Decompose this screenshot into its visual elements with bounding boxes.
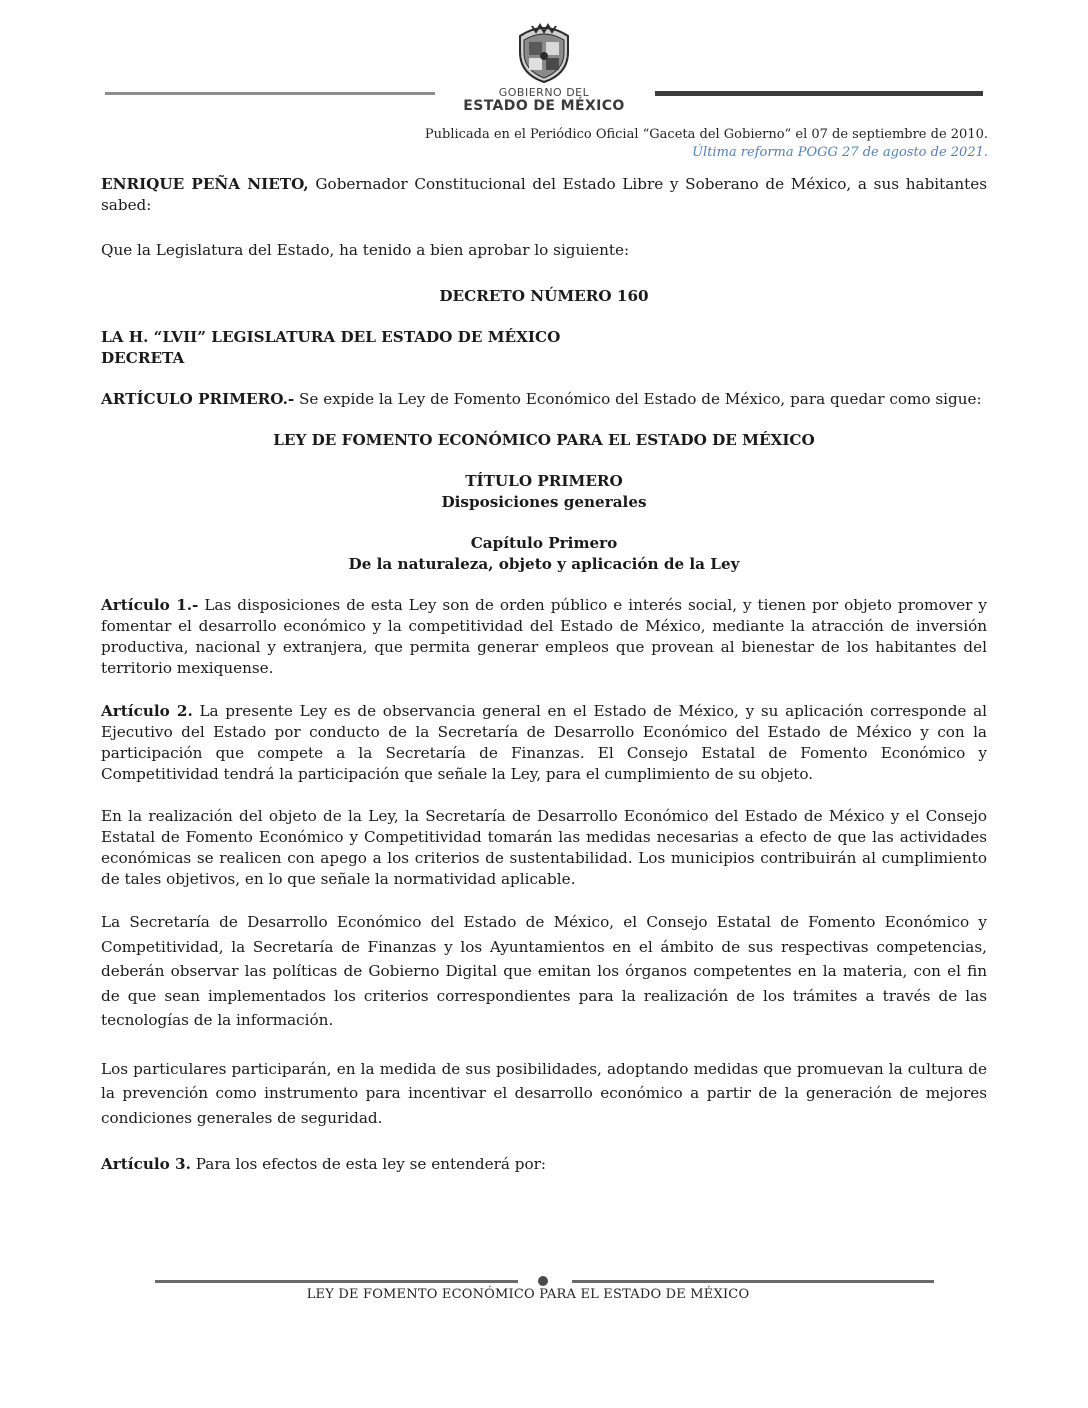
page-header: [0, 0, 1088, 120]
last-reform-date: Última reforma POGG 27 de agosto de 2021.: [692, 145, 988, 160]
government-name-line2: ESTADO DE MÉXICO: [463, 98, 625, 114]
article-2-paragraph-3: La Secretaría de Desarrollo Económico del Estado de México, el Consejo Estatal de Fomento Económico y Competitividad, la Secretaría de Finanzas y los Ayuntamientos en el ámbito de sus respectivas competencias, deberán observar las políticas de Gobierno Digital que emitan los órganos competentes en la materia, con el fin de que sean implementados los criterios correspondientes para la realización de los trámites a través de las tecnologías de la información.: [101, 913, 987, 1029]
decreta-heading: DECRETA: [101, 349, 185, 367]
capitulo-subheading: De la naturaleza, objeto y aplicación de la Ley: [348, 555, 740, 573]
article-2: [101, 701, 987, 785]
footer-rule-left: [155, 1280, 518, 1283]
intro-paragraph: [101, 174, 987, 216]
article-3: [101, 1154, 987, 1175]
document-body: [101, 174, 987, 1175]
government-name-line1: GOBIERNO DEL: [498, 86, 590, 99]
article-2-text: La presente Ley es de observancia general en el Estado de México, y su aplicación corresponde al Ejecutivo del Estado por conducto de la Secretaría de Desarrollo Económico del Estado de México y con la participación que compete a la Secretaría de Finanzas. El Consejo Estatal de Fomento Económico y Competitividad tendrá la participación que señale la Ley, para el cumplimiento de su objeto.: [101, 702, 987, 783]
governor-name: ENRIQUE PEÑA NIETO,: [101, 175, 309, 193]
intro-text: Gobernador Constitucional del Estado Libre y Soberano de México, a sus habitantes sabed:: [101, 175, 987, 214]
decree-number: DECRETO NÚMERO 160: [439, 287, 649, 305]
article-2-paragraph-2: En la realización del objeto de la Ley, la Secretaría de Desarrollo Económico del Estado de México y el Consejo Estatal de Fomento Económico y Competitividad tomarán las medidas necesarias a efecto de que las actividades económicas se realicen con apego a los criterios de sustentabilidad. Los municipios contribuirán al cumplimiento de tales objetivos, en lo que señale la normatividad aplicable.: [101, 807, 987, 888]
legislature-approval: Que la Legislatura del Estado, ha tenido a bien aprobar lo siguiente:: [101, 241, 630, 259]
article-1-text: Las disposiciones de esta Ley son de orden público e interés social, y tienen por objeto promover y fomentar el desarrollo económico y la competitividad del Estado de México, mediante la atracción de inversión productiva, nacional y extranjera, que permita generar empleos que provean al bienestar de los habitantes del territorio mexiquense.: [101, 596, 987, 677]
footer-law-title: LEY DE FOMENTO ECONÓMICO PARA EL ESTADO DE MÉXICO: [306, 1287, 750, 1302]
article-1-label: Artículo 1.-: [101, 596, 199, 614]
header-bar-right: [655, 91, 983, 96]
article-1: [101, 595, 987, 679]
legislature-heading: LA H. “LVII” LEGISLATURA DEL ESTADO DE MÉXICO: [101, 328, 561, 346]
capitulo-heading: Capítulo Primero: [470, 534, 618, 552]
titulo-subheading: Disposiciones generales: [441, 493, 647, 511]
article-2-paragraph-4: Los particulares participarán, en la medida de sus posibilidades, adoptando medidas que promuevan la cultura de la prevención como instrumento para incentivar el desarrollo económico a partir de la generación de mejores condiciones generales de seguridad.: [101, 1059, 987, 1127]
publication-date: Publicada en el Periódico Oficial “Gaceta del Gobierno” el 07 de septiembre de 2010.: [424, 127, 988, 142]
footer-rule-right: [572, 1280, 934, 1283]
law-title: LEY DE FOMENTO ECONÓMICO PARA EL ESTADO DE MÉXICO: [273, 431, 815, 449]
article-3-text: Para los efectos de esta ley se entenderá por:: [190, 1155, 546, 1173]
titulo-heading: TÍTULO PRIMERO: [465, 472, 623, 490]
article-primero-label: ARTÍCULO PRIMERO.-: [101, 390, 295, 408]
article-2-label: Artículo 2.: [101, 702, 193, 720]
coat-of-arms-icon: [512, 22, 576, 84]
article-primero: [101, 389, 987, 410]
publication-note: [425, 126, 988, 162]
dot-ornament-icon: [536, 1274, 550, 1288]
article-primero-text: Se expide la Ley de Fomento Económico del Estado de México, para quedar como sigue:: [294, 390, 982, 408]
article-3-label: Artículo 3.: [101, 1155, 191, 1173]
header-bar-left: [105, 92, 435, 95]
